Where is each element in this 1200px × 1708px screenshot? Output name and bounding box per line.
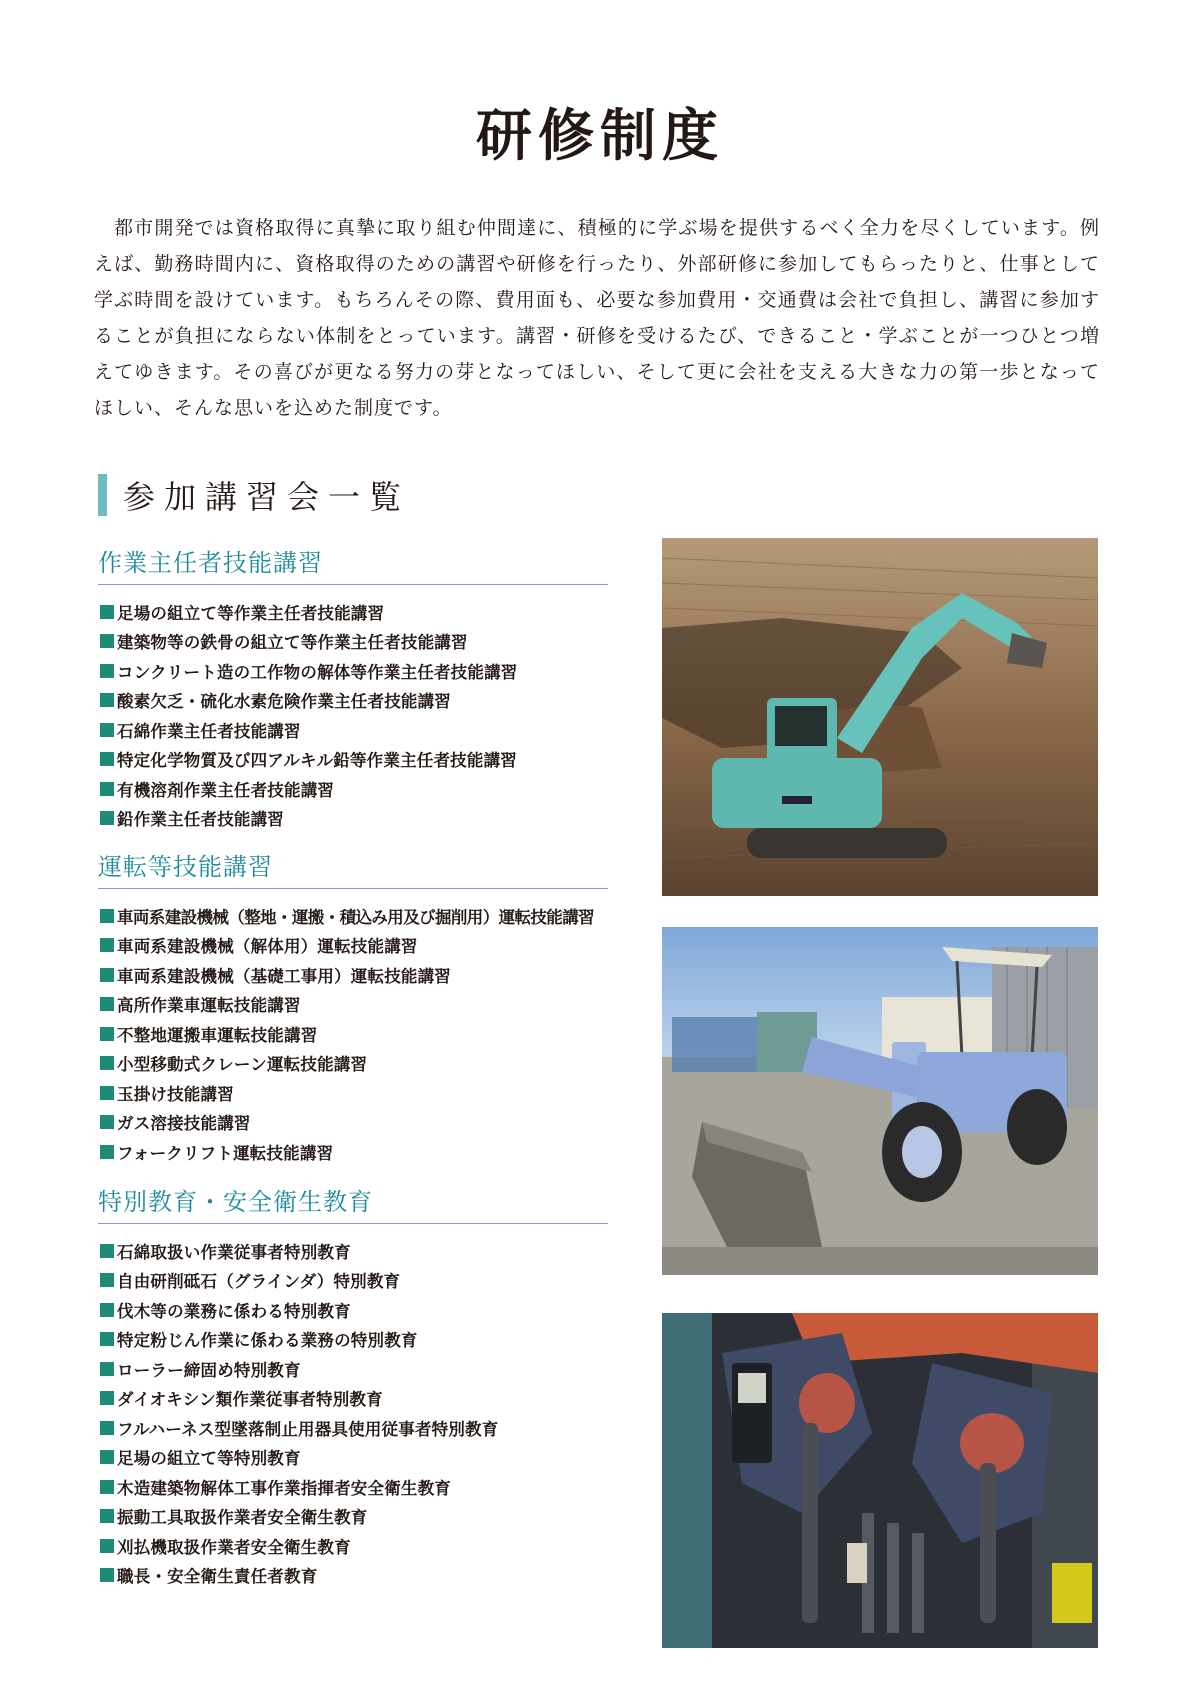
list-item: 石綿取扱い作業従事者特別教育 [100, 1236, 608, 1266]
list-item: 車両系建設機械（基礎工事用）運転技能講習 [100, 960, 608, 990]
list-item: 鉛作業主任者技能講習 [100, 804, 608, 834]
list-item: 職長・安全衛生責任者教育 [100, 1561, 608, 1591]
intro-paragraph: 都市開発では資格取得に真摯に取り組む仲間達に、積極的に学ぶ場を提供するべく全力を尽くしています。例えば、勤務時間内に、資格取得のための講習や研修を行ったり、外部研修に参加してもらったりと、仕事として学ぶ時間を設けています。もちろんその際、費用面も、必要な参加費用・交通費は会社で負担し、講習に参加することが負担にならない体制をとっています。講習・研修を受けるたび、できること・学ぶことが一つひとつ増えてゆきます。その喜びが更なる努力の芽となってほしい、そして更に会社を支える大きな力の第一歩となってほしい、そんな思いを込めた制度です。 [94, 217, 1100, 419]
square-bullet-icon [100, 968, 114, 982]
excavator-illustration [662, 538, 1098, 896]
list-item: 伐木等の業務に係わる特別教育 [100, 1295, 608, 1325]
list-item: 車両系建設機械（解体用）運転技能講習 [100, 931, 608, 961]
list-item: フォークリフト運転技能講習 [100, 1137, 608, 1167]
list-item: 特定化学物質及び四アルキル鉛等作業主任者技能講習 [100, 745, 608, 775]
list-item: フルハーネス型墜落制止用器具使用従事者特別教育 [100, 1413, 608, 1443]
list-item: 車両系建設機械（整地・運搬・積込み用及び掘削用）運転技能講習 [100, 901, 608, 931]
course-list [98, 1236, 608, 1590]
course-list [98, 901, 608, 1167]
square-bullet-icon [100, 1480, 114, 1494]
list-item: 足場の組立て等作業主任者技能講習 [100, 597, 608, 627]
square-bullet-icon [100, 1421, 114, 1435]
list-item: 特定粉じん作業に係わる業務の特別教育 [100, 1325, 608, 1355]
square-bullet-icon [100, 1086, 114, 1100]
square-bullet-icon [100, 782, 114, 796]
list-item: ローラー締固め特別教育 [100, 1354, 608, 1384]
wheel-loader-illustration [662, 927, 1098, 1275]
square-bullet-icon [100, 664, 114, 678]
category-supervisor [98, 546, 608, 833]
excavator-photo [662, 538, 1098, 896]
list-item: 小型移動式クレーン運転技能講習 [100, 1049, 608, 1079]
list-item: 玉掛け技能講習 [100, 1078, 608, 1108]
square-bullet-icon [100, 605, 114, 619]
square-bullet-icon [100, 693, 114, 707]
square-bullet-icon [100, 938, 114, 952]
list-item: 不整地運搬車運転技能講習 [100, 1019, 608, 1049]
section-heading-text: 参加講習会一覧 [123, 478, 411, 516]
list-item: 刈払機取扱作業者安全衛生教育 [100, 1531, 608, 1561]
list-item: 振動工具取扱作業者安全衛生教育 [100, 1502, 608, 1532]
square-bullet-icon [100, 1568, 114, 1582]
square-bullet-icon [100, 1332, 114, 1346]
wheel-loader-photo [662, 927, 1098, 1275]
square-bullet-icon [100, 752, 114, 766]
square-bullet-icon [100, 1509, 114, 1523]
square-bullet-icon [100, 723, 114, 737]
list-item: 自由研削砥石（グラインダ）特別教育 [100, 1266, 608, 1296]
square-bullet-icon [100, 634, 114, 648]
list-item: 石綿作業主任者技能講習 [100, 715, 608, 745]
list-item: 建築物等の鉄骨の組立て等作業主任者技能講習 [100, 627, 608, 657]
square-bullet-icon [100, 1303, 114, 1317]
list-item: 木造建築物解体工事作業指揮者安全衛生教育 [100, 1472, 608, 1502]
list-item: ガス溶接技能講習 [100, 1108, 608, 1138]
square-bullet-icon [100, 1145, 114, 1159]
square-bullet-icon [100, 1273, 114, 1287]
category-title: 運転等技能講習 [98, 850, 608, 889]
course-list [98, 597, 608, 833]
square-bullet-icon [100, 1362, 114, 1376]
list-item: 足場の組立て等特別教育 [100, 1443, 608, 1473]
square-bullet-icon [100, 811, 114, 825]
square-bullet-icon [100, 1450, 114, 1464]
square-bullet-icon [100, 1244, 114, 1258]
operator-controls-illustration [662, 1313, 1098, 1648]
square-bullet-icon [100, 1539, 114, 1553]
square-bullet-icon [100, 1056, 114, 1070]
list-item: コンクリート造の工作物の解体等作業主任者技能講習 [100, 656, 608, 686]
category-title: 作業主任者技能講習 [98, 546, 608, 585]
category-operation [98, 850, 608, 1167]
list-item: ダイオキシン類作業従事者特別教育 [100, 1384, 608, 1414]
heading-accent-bar [98, 474, 107, 516]
square-bullet-icon [100, 1391, 114, 1405]
square-bullet-icon [100, 1115, 114, 1129]
square-bullet-icon [100, 997, 114, 1011]
square-bullet-icon [100, 1027, 114, 1041]
category-title: 特別教育・安全衛生教育 [98, 1185, 608, 1224]
list-item: 酸素欠乏・硫化水素危険作業主任者技能講習 [100, 686, 608, 716]
category-special-education [98, 1185, 608, 1590]
section-heading [98, 472, 410, 518]
list-item: 有機溶剤作業主任者技能講習 [100, 774, 608, 804]
page-title: 研修制度 [476, 104, 724, 169]
list-item: 高所作業車運転技能講習 [100, 990, 608, 1020]
operator-controls-photo [662, 1313, 1098, 1648]
square-bullet-icon [100, 909, 114, 923]
